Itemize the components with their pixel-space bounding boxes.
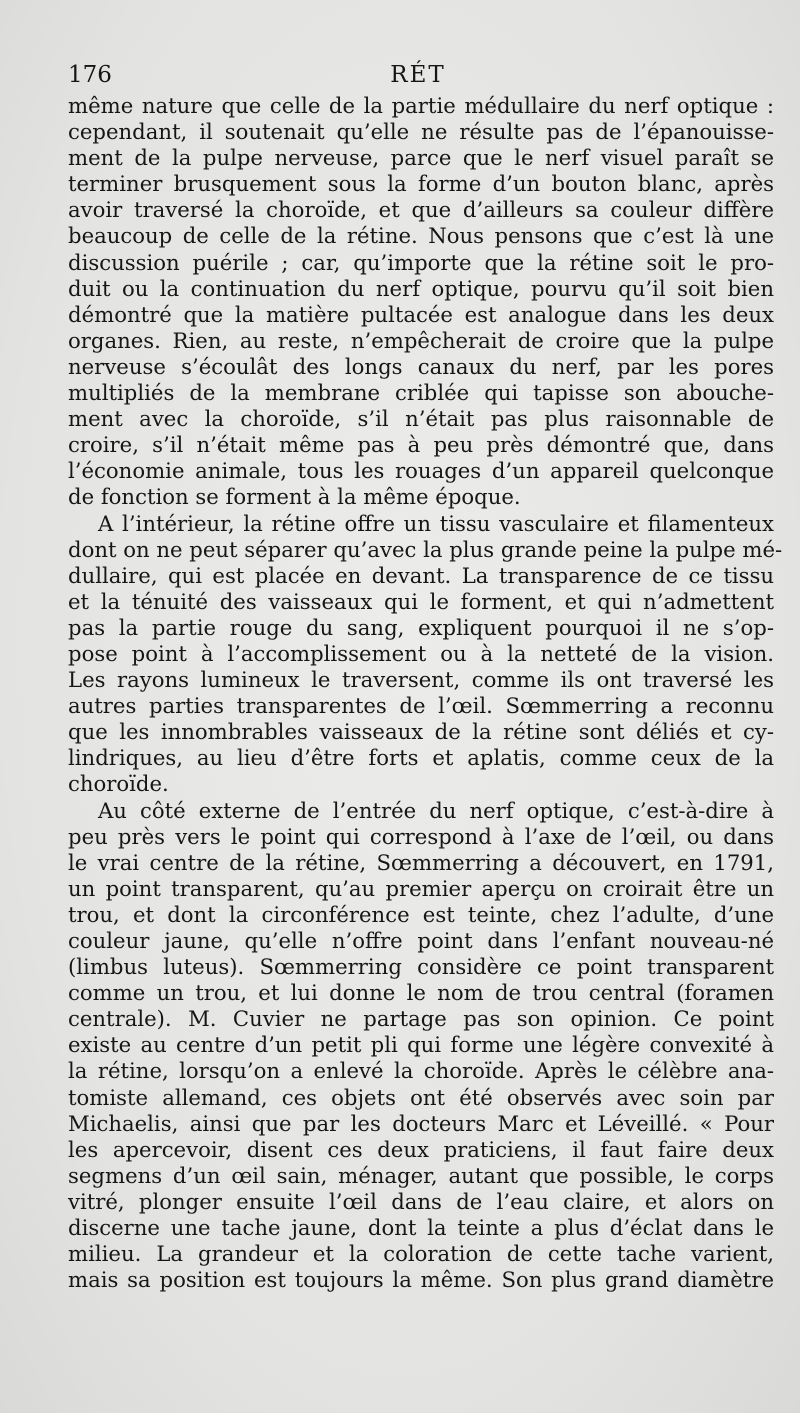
text-line: peu près vers le point qui correspond à l’axe de l’œil, ou dans bbox=[68, 823, 774, 849]
text-line: croire, s’il n’était même pas à peu près démontré que, dans bbox=[68, 432, 774, 458]
body-text bbox=[68, 93, 783, 1293]
text-line: dont on ne peut séparer qu’avec la plus grande peine la pulpe mé- bbox=[68, 536, 783, 562]
text-line: l’économie animale, tous les rouages d’un appareil quelconque bbox=[68, 458, 774, 484]
text-line: et la ténuité des vaisseaux qui le forment, et qui n’admettent bbox=[68, 588, 774, 614]
text-line: Au côté externe de l’entrée du nerf optique, c’est-à-dire à bbox=[98, 797, 774, 823]
text-line: centrale). M. Cuvier ne partage pas son opinion. Ce point bbox=[68, 1006, 774, 1032]
text-line: que les innombrables vaisseaux de la rétine sont déliés et cy- bbox=[68, 719, 774, 745]
text-line: discerne une tache jaune, dont la teinte a plus d’éclat dans le bbox=[68, 1215, 774, 1241]
text-line: cependant, il soutenait qu’elle ne résulte pas de l’épanouisse- bbox=[68, 119, 774, 145]
text-line: dullaire, qui est placée en devant. La transparence de ce tissu bbox=[68, 562, 774, 588]
text-line: terminer brusquement sous la forme d’un bouton blanc, après bbox=[68, 171, 774, 197]
text-line: de fonction se forment à la même époque. bbox=[68, 484, 521, 510]
paragraph bbox=[68, 510, 783, 798]
text-line: tomiste allemand, ces objets ont été observés avec soin par bbox=[68, 1084, 774, 1110]
page-number: 176 bbox=[68, 62, 112, 88]
text-line: trou, et dont la circonférence est teinte, chez l’adulte, d’une bbox=[68, 901, 774, 927]
page-header bbox=[68, 62, 768, 92]
text-line: autres parties transparentes de l’œil. Sœmmerring a reconnu bbox=[68, 693, 774, 719]
text-line: A l’intérieur, la rétine offre un tissu vasculaire et filamenteux bbox=[98, 510, 774, 536]
text-line: choroïde. bbox=[68, 771, 169, 797]
paragraph bbox=[68, 93, 774, 511]
running-head: RÉT bbox=[390, 62, 446, 88]
text-line: Michaelis, ainsi que par les docteurs Marc et Léveillé. « Pour bbox=[68, 1110, 774, 1136]
text-line: nerveuse s’écoulât des longs canaux du nerf, par les pores bbox=[68, 353, 774, 379]
text-line: beaucoup de celle de la rétine. Nous pensons que c’est là une bbox=[68, 223, 774, 249]
text-line: avoir traversé la choroïde, et que d’ailleurs sa couleur diffère bbox=[68, 197, 774, 223]
text-line: même nature que celle de la partie médullaire du nerf optique : bbox=[68, 93, 774, 118]
text-line: les apercevoir, disent ces deux praticiens, il faut faire deux bbox=[68, 1136, 774, 1162]
text-line: ment avec la choroïde, s’il n’était pas plus raisonnable de bbox=[68, 406, 774, 432]
text-line: Les rayons lumineux le traversent, comme ils ont traversé les bbox=[68, 667, 774, 693]
text-line: milieu. La grandeur et la coloration de cette tache varient, bbox=[68, 1241, 774, 1267]
text-line: existe au centre d’un petit pli qui forme une légère convexité à bbox=[68, 1032, 774, 1058]
text-line: discussion puérile ; car, qu’importe que la rétine soit le pro- bbox=[68, 249, 774, 275]
text-line: mais sa position est toujours la même. Son plus grand diamètre bbox=[68, 1267, 774, 1293]
text-line: le vrai centre de la rétine, Sœmmerring a découvert, en 1791, bbox=[68, 849, 774, 875]
text-line: organes. Rien, au reste, n’empêcherait de croire que la pulpe bbox=[68, 327, 774, 353]
text-line: un point transparent, qu’au premier aperçu on croirait être un bbox=[68, 875, 774, 901]
text-line: lindriques, au lieu d’être forts et aplatis, comme ceux de la bbox=[68, 745, 774, 771]
text-line: duit ou la continuation du nerf optique, pourvu qu’il soit bien bbox=[68, 275, 774, 301]
text-line: couleur jaune, qu’elle n’offre point dans l’enfant nouveau-né bbox=[68, 928, 774, 953]
text-line: pose point à l’accomplissement ou à la netteté de la vision. bbox=[68, 640, 774, 666]
text-line: démontré que la matière pultacée est analogue dans les deux bbox=[68, 301, 774, 327]
text-line: pas la partie rouge du sang, expliquent pourquoi il ne s’op- bbox=[68, 614, 774, 640]
text-line: multipliés de la membrane criblée qui tapisse son abouche- bbox=[68, 380, 774, 406]
text-line: ment de la pulpe nerveuse, parce que le nerf visuel paraît se bbox=[68, 145, 774, 171]
text-line: (limbus luteus). Sœmmerring considère ce point transparent bbox=[68, 954, 774, 980]
text-line: la rétine, lorsqu’on a enlevé la choroïde. Après le célèbre ana- bbox=[68, 1058, 774, 1084]
text-line: segmens d’un œil sain, ménager, autant que possible, le corps bbox=[68, 1162, 774, 1188]
text-line: vitré, plonger ensuite l’œil dans de l’eau claire, et alors on bbox=[68, 1188, 774, 1214]
paragraph bbox=[68, 798, 774, 1294]
text-line: comme un trou, et lui donne le nom de trou central (foramen bbox=[68, 980, 774, 1006]
